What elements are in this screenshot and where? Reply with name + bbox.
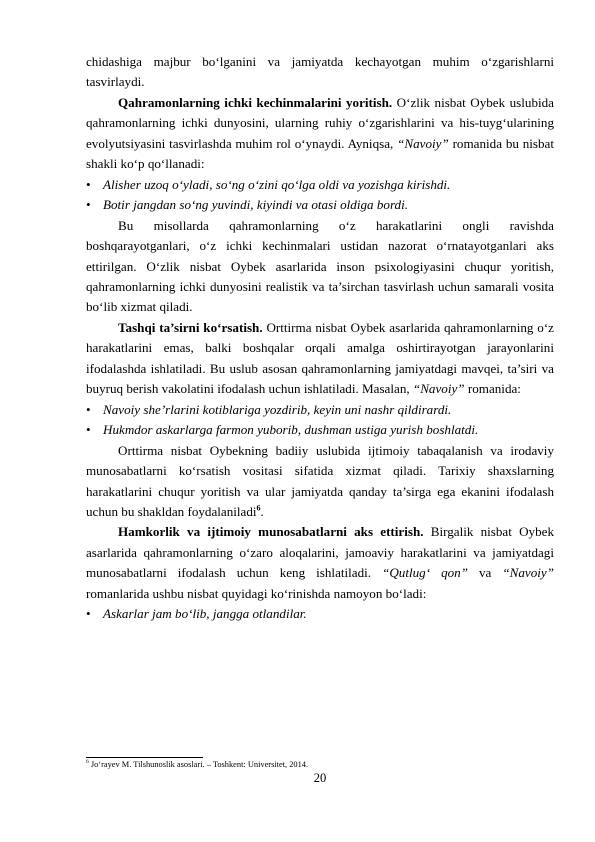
list-item	[86, 175, 554, 195]
paragraph-text: romanida:	[464, 381, 521, 397]
example-sentence: Alisher uzoq o‘yladi, so‘ng o‘zini qo‘lga oldi va yozishga kirishdi.	[103, 176, 451, 192]
paragraph-text: Bu misollarda qahramonlarning o‘z harakatlarini ongli ravishda boshqarayotganlari, o‘z ichki kechinmalari ustidan nazorat o‘rnatayotganlari aks ettirilgan. O‘zlik nisbat Oybek asarlarida inson psixologiyasini chuqur yoritish, qahramonlarning ichki dunyosini realistik va ta’sirchan tasvirlash uchun samarali vosita bo‘lib xizmat qiladi.	[86, 217, 554, 315]
paragraph-text: .	[260, 503, 264, 519]
paragraph-inner-experiences	[86, 93, 554, 175]
section-heading: Tashqi ta’sirni ko‘rsatish.	[118, 319, 263, 335]
list-item	[86, 195, 554, 215]
section-heading: Hamkorlik va ijtimoiy munosabatlarni aks ettirish.	[118, 524, 424, 540]
novel-title: “Qutlug‘ qon”	[382, 565, 468, 581]
paragraph-continuation	[86, 52, 554, 93]
paragraph-cooperation	[86, 522, 554, 604]
novel-title: “Navoiy”	[397, 135, 449, 151]
paragraph-text: chidashiga majbur bo‘lganini va jamiyatda kechayotgan muhim o‘zgarishlarni tasvirlaydi.	[86, 54, 554, 90]
example-sentence: Botir jangdan so‘ng yuvindi, kiyindi va otasi oldiga bordi.	[103, 197, 409, 213]
page-number: 20	[313, 771, 327, 785]
novel-title: “Navoiy”	[412, 381, 465, 397]
paragraph-text: Orttirma nisbat Oybekning badiiy uslubida ijtimoiy tabaqalanish va irodaviy munosabatlarni ko‘rsatish vositasi sifatida xizmat qiladi. Tarixiy shaxslarning harakatlarini chuqur yoritish va ular jamiyatda qanday ta’sirga ega ekanini ifodalash uchun bu shakldan foydalaniladi	[86, 442, 554, 519]
footnote-divider	[86, 757, 203, 758]
paragraph-external-influence	[86, 318, 554, 400]
paragraph-text: romanlarida ushbu nisbat quyidagi ko‘rinishda namoyon bo‘ladi:	[86, 585, 427, 601]
paragraph-causative	[86, 441, 554, 523]
footnote	[86, 759, 554, 770]
paragraph-text: Birgalik nisbat Oybek asarlarida qahramonlarning o‘zaro aloqalarini, jamoaviy harakatlarini va jamiyatdagi munosabatlarni ifodalash uchun keng ishlatiladi.	[86, 524, 554, 581]
footnote-text: Jo‘rayev M. Tilshunoslik asoslari. – Toshkent: Universitet, 2014.	[88, 760, 309, 769]
example-list-2	[86, 400, 554, 441]
paragraph-text: va	[468, 565, 503, 581]
section-heading: Qahramonlarning ichki kechinmalarini yoritish.	[118, 94, 393, 110]
list-item	[86, 420, 554, 440]
example-list-1	[86, 175, 554, 216]
paragraph-text: O‘zlik nisbat Oybek uslubida qahramonlarning ichki dunyosini, ularning ruhiy o‘zgarishlarini va his-tuyg‘ularining evolyutsiyasini tasvirlashda muhim rol o‘ynaydi. Ayniqsa,	[86, 94, 554, 151]
example-sentence: Navoiy she’rlarini kotiblariga yozdirib, keyin uni nashr qildirardi.	[103, 401, 452, 417]
example-list-3	[86, 604, 554, 624]
list-item	[86, 604, 554, 624]
list-item	[86, 400, 554, 420]
example-sentence: Askarlar jam bo‘lib, jangga otlandilar.	[103, 606, 307, 622]
example-sentence: Hukmdor askarlarga farmon yuborib, dushman ustiga yurish boshlatdi.	[103, 422, 479, 438]
paragraph-text: Orttirma nisbat Oybek asarlarida qahramonlarning o‘z harakatlarini emas, balki boshqalar orqali amalga oshirtirayotgan jarayonlarini ifodalashda ishlatiladi. Bu uslub asosan qahramonlarning jamiyatdagi mavqei, ta’siri va buyruq berish vakolatini ifodalash uchun ishlatiladi. Masalan,	[86, 319, 554, 397]
page-body	[86, 52, 554, 625]
paragraph-analysis	[86, 216, 554, 318]
paragraph-text: romanida bu nisbat shakli ko‘p qo‘llanadi:	[86, 135, 554, 172]
novel-title: “Navoiy”	[502, 565, 555, 581]
footnote-reference[interactable]: 6	[256, 503, 261, 513]
footnote-number: 6	[86, 759, 89, 766]
